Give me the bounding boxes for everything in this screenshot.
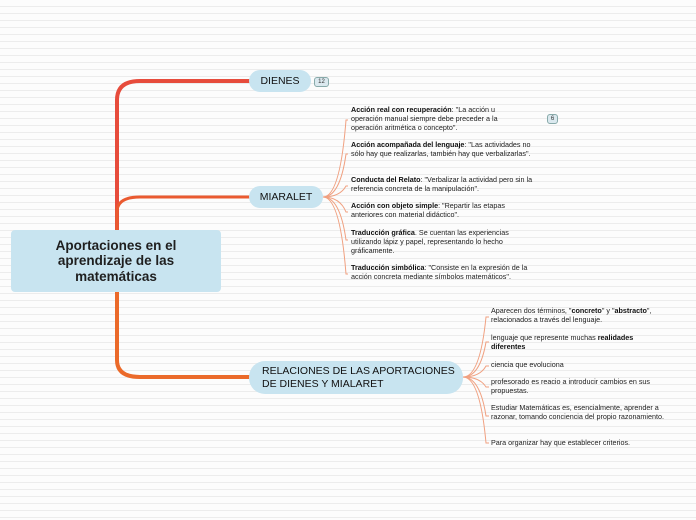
relaciones-item-4[interactable]: [491, 378, 671, 396]
branch-mialaret-line: [117, 197, 250, 230]
central-topic[interactable]: [11, 230, 221, 292]
collapsed-count-badge[interactable]: 12: [314, 77, 329, 87]
item-text: : "Las actividades no sólo hay que realizarlas, también hay que verbalizarlas".: [351, 140, 531, 158]
item-title: Acción acompañada del lenguaje: [351, 140, 465, 149]
item-text: Para organizar hay que establecer criterios.: [491, 438, 631, 447]
node-mialaret-label: MIARALET: [259, 191, 313, 203]
item-text: . Se cuentan las experiencias utilizando lápiz y papel, representando lo hecho gráficamente.: [351, 228, 509, 255]
node-relaciones-line-2: DE DIENES Y MIALARET: [262, 377, 384, 390]
relaciones-item-6[interactable]: [491, 439, 681, 448]
mialaret-item-2[interactable]: [351, 141, 541, 159]
item-title: Acción real con recuperación: [351, 105, 452, 114]
mialaret-item-3[interactable]: [351, 176, 541, 194]
mialaret-item-4[interactable]: [351, 202, 536, 220]
mialaret-leaf-lines: [323, 120, 348, 274]
node-dienes-label: DIENES: [260, 75, 300, 87]
node-mialaret[interactable]: [249, 186, 323, 208]
relaciones-leaf-lines: [463, 317, 489, 443]
node-dienes[interactable]: [249, 70, 311, 92]
central-topic-line-1: Aportaciones en el: [55, 237, 177, 253]
item-title: Traducción gráfica: [351, 228, 415, 237]
item-text: Aparecen dos términos, ": [491, 306, 572, 315]
item-text: lenguaje que represente muchas: [491, 333, 598, 342]
mialaret-item-6[interactable]: [351, 264, 533, 282]
relaciones-item-5[interactable]: [491, 404, 681, 422]
relaciones-item-2[interactable]: [491, 334, 666, 352]
item-text: ", relacionados a través del lenguaje.: [491, 306, 652, 324]
branch-dienes-line: [117, 81, 250, 230]
central-topic-line-2: aprendizaje de las: [57, 253, 175, 269]
collapsed-count-badge[interactable]: 6: [547, 114, 558, 124]
branch-relaciones-line: [117, 292, 250, 377]
item-text: : "Repartir las etapas anteriores con material didáctico".: [351, 201, 505, 219]
item-bold: realidades diferentes: [491, 333, 634, 351]
item-bold: concreto: [571, 306, 602, 315]
mialaret-item-5[interactable]: [351, 229, 536, 255]
item-text: profesorado es reacio a introducir cambios en sus propuestas.: [491, 377, 651, 395]
item-title: Conducta del Relato: [351, 175, 421, 184]
item-text: ciencia que evoluciona: [491, 360, 564, 369]
item-text: : "Verbalizar la actividad pero sin la referencia concreta de la manipulación".: [351, 175, 533, 193]
mialaret-item-1[interactable]: [351, 106, 521, 132]
item-bold: abstracto: [614, 306, 647, 315]
item-text: Estudiar Matemáticas es, esencialmente, aprender a razonar, tomando conciencia del propio razonamiento.: [491, 403, 665, 421]
item-title: Acción con objeto simple: [351, 201, 439, 210]
relaciones-item-1[interactable]: [491, 307, 681, 325]
item-text: " y ": [601, 306, 615, 315]
node-relaciones-line-1: RELACIONES DE LAS APORTACIONES: [262, 365, 455, 377]
item-title: Traducción simbólica: [351, 263, 425, 272]
node-relaciones[interactable]: [249, 361, 463, 394]
relaciones-item-3[interactable]: [491, 361, 666, 370]
item-text: : "La acción u operación manual siempre debe preceder a la operación aritmética o concepto".: [351, 105, 498, 132]
central-topic-line-3: matemáticas: [75, 268, 157, 284]
item-text: : "Consiste en la expresión de la acción concreta mediante símbolos matemáticos".: [351, 263, 528, 281]
